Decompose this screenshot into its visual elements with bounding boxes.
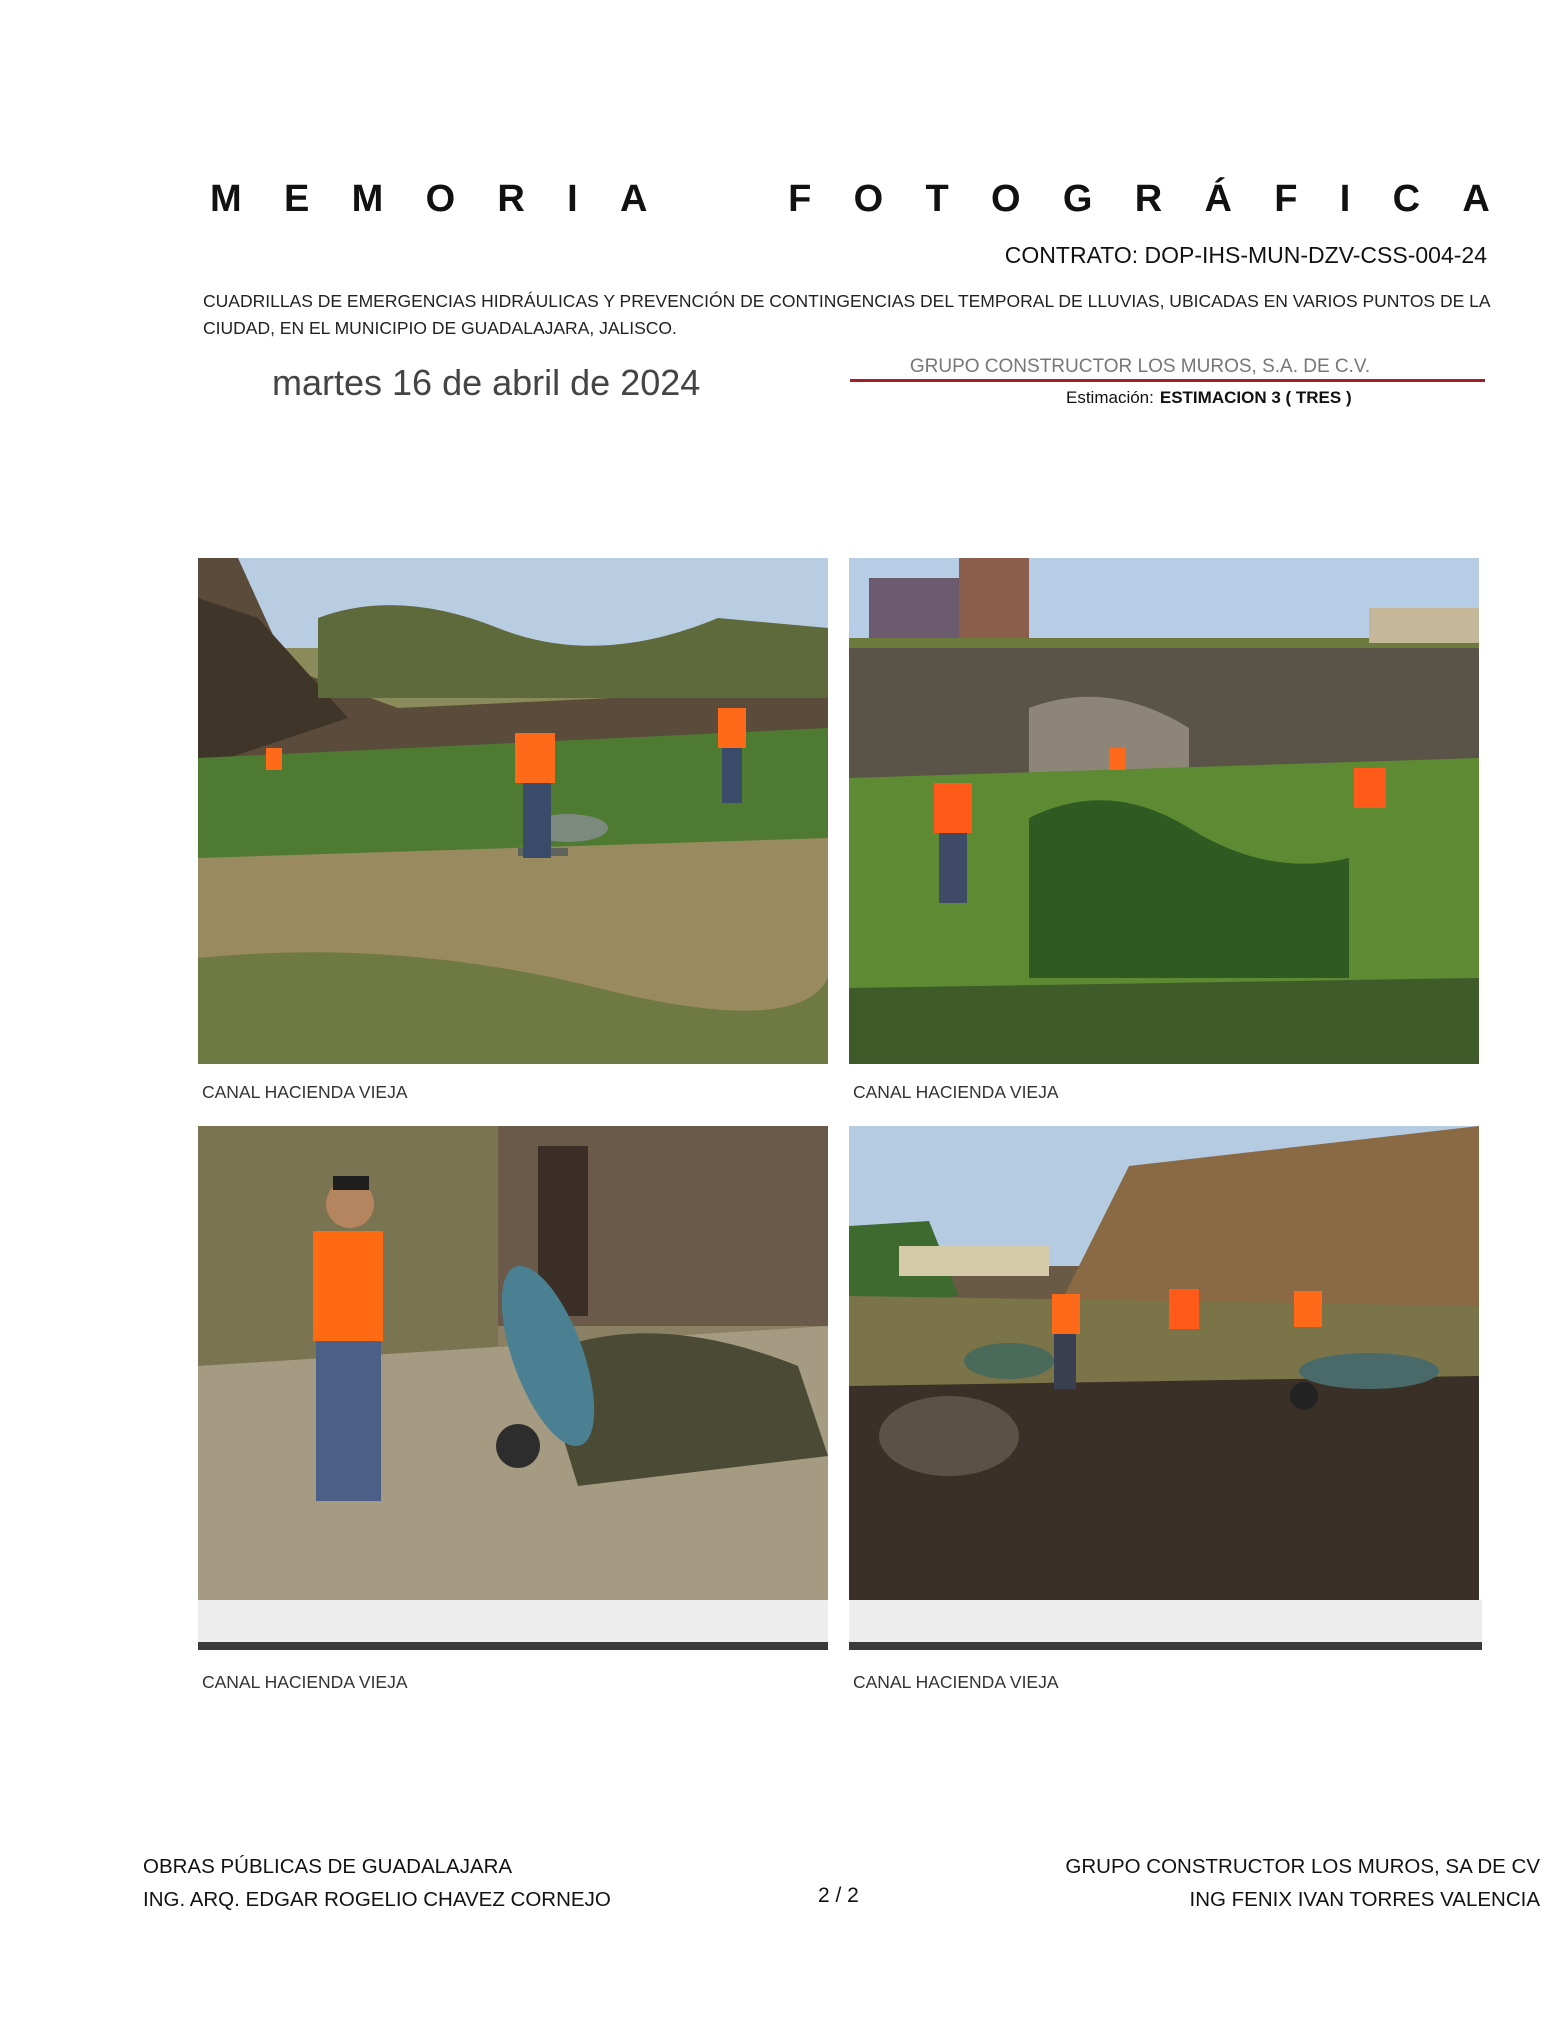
page-number: 2 / 2: [818, 1884, 859, 1907]
header-divider: [850, 379, 1485, 382]
estimation: [1066, 388, 1352, 408]
photo-workers-dusk: [849, 1126, 1479, 1600]
title-letter: A: [620, 178, 648, 220]
page-title: [210, 178, 1490, 221]
footer-left-line-2: ING. ARQ. EDGAR ROGELIO CHAVEZ CORNEJO: [143, 1888, 611, 1911]
photo-workers-clearing-canal-2: [849, 558, 1479, 1064]
photo-frame-bar: [849, 1642, 1482, 1650]
title-letter: R: [497, 178, 525, 220]
title-letter: I: [567, 178, 578, 220]
photo-frame-bar: [198, 1642, 828, 1650]
title-letter: O: [425, 178, 456, 220]
title-letter: F: [1274, 178, 1298, 220]
report-date: martes 16 de abril de 2024: [272, 362, 701, 403]
footer-right-line-2: ING FENIX IVAN TORRES VALENCIA: [1189, 1888, 1540, 1911]
photo-worker-wheelbarrow: [198, 1126, 828, 1600]
contractor-name: GRUPO CONSTRUCTOR LOS MUROS, S.A. DE C.V.: [909, 356, 1371, 377]
photo-caption: CANAL HACIENDA VIEJA: [202, 1082, 408, 1102]
title-letter: R: [1134, 178, 1163, 220]
estimation-label: Estimación:: [1066, 388, 1154, 407]
title-letter: O: [853, 178, 884, 220]
title-letter: A: [1462, 178, 1490, 220]
title-word-gap: [690, 178, 746, 221]
title-letter: O: [990, 178, 1021, 220]
title-letter: E: [283, 178, 310, 220]
title-letter: M: [210, 178, 242, 220]
photo-caption: CANAL HACIENDA VIEJA: [853, 1672, 1059, 1692]
title-letter: I: [1339, 178, 1351, 220]
contract-number: CONTRATO: DOP-IHS-MUN-DZV-CSS-004-24: [1004, 242, 1487, 268]
title-letter: F: [788, 178, 812, 220]
title-letter: G: [1062, 178, 1093, 220]
title-letter: C: [1392, 178, 1421, 220]
project-description: CUADRILLAS DE EMERGENCIAS HIDRÁULICAS Y PREVENCIÓN DE CONTINGENCIAS DEL TEMPORAL DE LLUVIAS, UBICADAS EN VARIOS PUNTOS DE LA CIUDAD, EN EL MUNICIPIO DE GUADALAJARA, JALISCO.: [203, 291, 1490, 338]
footer-left-line-1: OBRAS PÚBLICAS DE GUADALAJARA: [143, 1855, 513, 1878]
photo-workers-clearing-canal-1: [198, 558, 828, 1064]
footer-right-line-1: GRUPO CONSTRUCTOR LOS MUROS, SA DE CV: [1065, 1855, 1540, 1878]
footer-left: [143, 1850, 611, 1916]
photo-frame-band: [849, 1600, 1482, 1642]
title-letter: M: [351, 178, 384, 220]
title-letter: T: [925, 178, 949, 220]
estimation-value: ESTIMACION 3 ( TRES ): [1159, 388, 1352, 407]
footer-right: [1000, 1850, 1540, 1916]
photo-caption: CANAL HACIENDA VIEJA: [853, 1082, 1059, 1102]
photo-frame-band: [198, 1600, 828, 1642]
title-letter: Á: [1204, 178, 1232, 220]
photo-caption: CANAL HACIENDA VIEJA: [202, 1672, 408, 1692]
